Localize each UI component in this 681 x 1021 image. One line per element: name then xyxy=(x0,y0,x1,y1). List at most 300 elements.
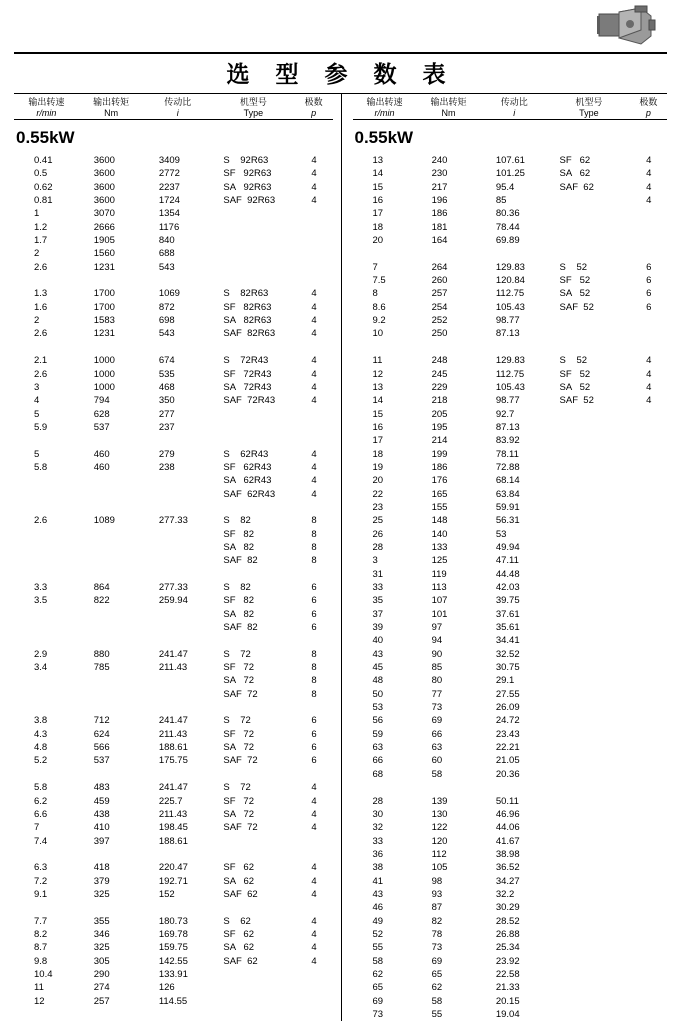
table-cell: 30.29 xyxy=(495,902,520,914)
table-row xyxy=(14,861,333,874)
table-cell xyxy=(14,621,80,634)
table-cell xyxy=(550,568,631,581)
table-cell: 4.3 xyxy=(34,728,48,740)
table-cell: 63 xyxy=(431,742,443,754)
table-cell: 83.92 xyxy=(495,435,520,447)
table-row xyxy=(14,968,333,981)
table-cell: 44.06 xyxy=(495,822,520,834)
table-cell: 105.43 xyxy=(495,301,525,313)
table-cell: 4 xyxy=(646,181,652,193)
table-cell xyxy=(631,754,667,767)
table-cell: S 72R43 xyxy=(223,355,269,367)
table-row xyxy=(353,501,668,514)
table-cell: 19.04 xyxy=(495,1009,520,1020)
left-data-rows xyxy=(14,154,333,1008)
table-row xyxy=(353,594,668,607)
table-cell xyxy=(550,941,631,954)
table-cell xyxy=(213,261,295,274)
table-cell: 11 xyxy=(34,982,44,994)
table-row xyxy=(353,621,668,634)
table-cell: 140 xyxy=(431,528,448,540)
table-row xyxy=(14,941,333,954)
table-cell: 9.1 xyxy=(34,888,48,900)
table-cell: 85 xyxy=(431,662,443,674)
table-cell xyxy=(631,995,667,1008)
table-cell: 21.33 xyxy=(495,982,520,994)
table-cell: SAF 52 xyxy=(559,395,594,407)
table-cell xyxy=(550,408,631,421)
table-row xyxy=(14,674,333,687)
table-row xyxy=(353,674,668,687)
table-cell xyxy=(550,728,631,741)
table-cell xyxy=(213,995,295,1008)
table-row xyxy=(353,261,668,274)
header-output-torque: 输出转矩 Nm xyxy=(430,97,467,118)
table-cell: 1354 xyxy=(158,208,180,220)
table-cell: 872 xyxy=(158,301,175,313)
table-cell: 181 xyxy=(431,221,448,233)
table-row xyxy=(14,247,333,260)
table-cell: 78.11 xyxy=(495,448,519,460)
table-row xyxy=(353,154,668,167)
table-cell: 122 xyxy=(431,822,448,834)
row-group-gap xyxy=(353,247,668,260)
table-row xyxy=(14,621,333,634)
table-cell: 13 xyxy=(372,381,384,393)
table-cell: 237 xyxy=(158,421,175,433)
table-cell: 459 xyxy=(93,795,110,807)
table-cell: 418 xyxy=(93,862,110,874)
table-row xyxy=(14,835,333,848)
table-cell xyxy=(631,915,667,928)
table-cell: 1069 xyxy=(158,288,180,300)
table-cell xyxy=(631,634,667,647)
table-cell xyxy=(550,795,631,808)
table-row xyxy=(14,421,333,434)
table-cell: 4 xyxy=(311,862,317,874)
table-cell xyxy=(550,674,631,687)
table-cell: 26.09 xyxy=(495,702,520,714)
table-cell: 355 xyxy=(93,915,110,927)
gear-motor-icon xyxy=(595,4,657,48)
table-cell: 28 xyxy=(372,795,384,807)
table-cell: 1700 xyxy=(93,288,115,300)
table-cell: SAF 62 xyxy=(223,888,258,900)
table-cell: 4 xyxy=(311,461,317,473)
table-cell: 48 xyxy=(372,675,384,687)
table-cell xyxy=(550,955,631,968)
table-cell xyxy=(631,648,667,661)
table-cell: 92.7 xyxy=(495,408,515,420)
table-cell: 62 xyxy=(372,968,384,980)
table-cell: SAF 82R63 xyxy=(223,328,276,340)
table-cell: 87.13 xyxy=(495,328,520,340)
table-cell xyxy=(550,701,631,714)
table-cell: 53 xyxy=(372,702,384,714)
table-cell xyxy=(550,888,631,901)
table-cell: 4 xyxy=(311,301,317,313)
table-cell xyxy=(550,661,631,674)
right-power-label: 0.55kW xyxy=(354,128,414,147)
table-cell: 39.75 xyxy=(495,595,520,607)
table-cell: 38 xyxy=(372,862,384,874)
table-cell: 257 xyxy=(93,995,110,1007)
header-output-speed: 输出转速 r/min xyxy=(28,97,65,118)
table-row xyxy=(353,941,668,954)
table-cell: 69 xyxy=(372,995,384,1007)
table-cell: 230 xyxy=(431,168,448,180)
table-row xyxy=(14,808,333,821)
table-row xyxy=(353,768,668,781)
table-cell: 112.75 xyxy=(495,368,525,380)
table-cell xyxy=(213,234,295,247)
table-cell xyxy=(80,674,145,687)
table-cell: 257 xyxy=(431,288,448,300)
table-cell: 55 xyxy=(372,942,384,954)
table-cell: SA 72 xyxy=(223,675,255,687)
table-cell: 220.47 xyxy=(158,862,188,874)
table-cell: 45 xyxy=(372,662,384,674)
table-row xyxy=(14,594,333,607)
table-row xyxy=(14,287,333,300)
table-cell: 4 xyxy=(311,195,317,207)
table-cell: 225.7 xyxy=(158,795,183,807)
table-cell: 3.8 xyxy=(34,715,48,727)
table-row xyxy=(353,581,668,594)
table-cell: 85 xyxy=(495,195,507,207)
table-cell: 142.55 xyxy=(158,955,188,967)
table-cell: 2.6 xyxy=(34,261,48,273)
table-row xyxy=(14,514,333,527)
table-cell: 13 xyxy=(372,155,384,166)
table-cell: 155 xyxy=(431,501,448,513)
table-cell: 6.6 xyxy=(34,808,48,820)
table-row xyxy=(353,554,668,567)
table-cell xyxy=(550,501,631,514)
table-cell: 4 xyxy=(646,355,652,367)
table-row xyxy=(14,541,333,554)
table-cell: 97 xyxy=(431,622,443,634)
header-poles: 极数 p xyxy=(304,97,323,118)
table-cell: 4 xyxy=(311,381,317,393)
table-cell xyxy=(296,234,333,247)
table-cell: SF 52 xyxy=(559,275,591,287)
table-row xyxy=(353,1008,668,1021)
table-cell: 277.33 xyxy=(158,582,188,593)
table-row xyxy=(14,608,333,621)
table-cell: SF 82 xyxy=(223,528,254,540)
table-row xyxy=(14,234,333,247)
table-row xyxy=(14,928,333,941)
table-cell: 241.47 xyxy=(158,782,188,794)
table-cell: 26.88 xyxy=(495,928,520,940)
table-cell: 72.88 xyxy=(495,461,520,473)
table-cell: 20 xyxy=(372,475,384,487)
table-cell: 218 xyxy=(431,395,448,407)
table-cell xyxy=(14,608,80,621)
table-cell: 25 xyxy=(372,515,384,527)
table-cell: 4 xyxy=(311,942,317,954)
table-cell: 3 xyxy=(34,381,40,393)
table-cell xyxy=(550,928,631,941)
table-cell: 50 xyxy=(372,688,384,700)
table-cell: 37.61 xyxy=(495,608,520,620)
table-cell: 41 xyxy=(372,875,384,887)
table-cell: 93 xyxy=(431,888,443,900)
table-row xyxy=(353,741,668,754)
table-cell: 4 xyxy=(646,155,652,166)
table-cell: 46.96 xyxy=(495,808,520,820)
table-cell xyxy=(550,528,631,541)
table-cell: 169.78 xyxy=(158,928,188,940)
table-cell: SAF 62R43 xyxy=(223,488,276,500)
table-cell: 66 xyxy=(372,755,384,767)
table-cell xyxy=(631,741,667,754)
table-cell xyxy=(213,835,295,848)
table-row xyxy=(14,474,333,487)
table-row xyxy=(353,368,668,381)
table-row xyxy=(14,488,333,501)
table-cell: 254 xyxy=(431,301,448,313)
table-cell: 8 xyxy=(311,675,317,687)
table-cell: 82 xyxy=(431,915,443,927)
table-cell: 1724 xyxy=(158,195,180,207)
table-cell xyxy=(631,688,667,701)
table-cell xyxy=(550,434,631,447)
table-cell: 32.52 xyxy=(495,648,520,660)
table-cell: 159.75 xyxy=(158,942,188,954)
table-cell: SA 72R43 xyxy=(223,381,272,393)
table-cell: 864 xyxy=(93,582,110,593)
row-group-gap xyxy=(353,341,668,354)
table-cell: 4 xyxy=(311,822,317,834)
table-cell xyxy=(631,234,667,247)
table-cell: S 52 xyxy=(559,355,588,367)
table-cell: 4 xyxy=(311,795,317,807)
header-output-speed: 输出转速 r/min xyxy=(366,97,403,118)
table-cell xyxy=(80,541,145,554)
table-cell: 6 xyxy=(311,715,317,727)
table-cell xyxy=(631,501,667,514)
table-cell: 8.7 xyxy=(34,942,48,954)
table-cell: S 82 xyxy=(223,582,251,593)
table-cell xyxy=(145,621,214,634)
table-cell: SA 52 xyxy=(559,288,591,300)
table-cell: 252 xyxy=(431,315,448,327)
table-cell xyxy=(14,674,80,687)
table-cell: 0.62 xyxy=(34,181,53,193)
table-row xyxy=(14,528,333,541)
table-cell: 211.43 xyxy=(158,728,188,740)
table-cell: 2.6 xyxy=(34,328,48,340)
table-row xyxy=(353,995,668,1008)
table-cell xyxy=(14,474,80,487)
table-row xyxy=(353,915,668,928)
table-row xyxy=(353,194,668,207)
table-cell: 23 xyxy=(372,501,384,513)
table-cell: 248 xyxy=(431,355,448,367)
table-row xyxy=(353,901,668,914)
table-cell: 537 xyxy=(93,421,110,433)
table-cell: 1700 xyxy=(93,301,115,313)
table-cell: 325 xyxy=(93,942,110,954)
table-row xyxy=(353,701,668,714)
table-cell: SAF 92R63 xyxy=(223,195,276,207)
table-cell: 1.6 xyxy=(34,301,48,313)
table-cell: 10 xyxy=(372,328,384,340)
table-cell: 4 xyxy=(311,395,317,407)
table-cell: 277 xyxy=(158,408,175,420)
table-cell: 2.6 xyxy=(34,515,48,527)
table-cell: 698 xyxy=(158,315,175,327)
table-row xyxy=(14,194,333,207)
table-cell: 68 xyxy=(372,768,384,780)
table-cell: 4 xyxy=(311,315,317,327)
table-row xyxy=(14,795,333,808)
table-cell: 195 xyxy=(431,421,448,433)
table-row xyxy=(14,314,333,327)
table-row xyxy=(353,301,668,314)
table-cell: 35 xyxy=(372,595,384,607)
header-type: 机型号 Type xyxy=(239,97,267,118)
table-row xyxy=(353,287,668,300)
table-row xyxy=(353,648,668,661)
table-cell: SAF 72 xyxy=(223,822,258,834)
table-cell: 34.27 xyxy=(495,875,520,887)
table-row xyxy=(353,861,668,874)
table-cell: 23.43 xyxy=(495,728,520,740)
table-cell: 186 xyxy=(431,461,448,473)
table-cell: 80 xyxy=(431,675,443,687)
table-cell: 27.55 xyxy=(495,688,520,700)
table-cell xyxy=(631,768,667,781)
table-cell xyxy=(631,474,667,487)
table-cell: SF 72 xyxy=(223,662,254,674)
table-cell: 1 xyxy=(34,208,40,220)
table-row xyxy=(353,714,668,727)
table-row xyxy=(353,928,668,941)
table-cell: 4 xyxy=(311,181,317,193)
table-cell: 1089 xyxy=(93,515,115,527)
table-cell: 8 xyxy=(311,555,317,567)
table-cell xyxy=(213,207,295,220)
table-row xyxy=(14,688,333,701)
table-cell: 42.03 xyxy=(495,582,520,593)
table-cell xyxy=(145,528,214,541)
table-cell: 290 xyxy=(93,968,110,980)
table-cell: 58 xyxy=(431,768,443,780)
row-group-gap xyxy=(14,434,333,447)
table-cell: 60 xyxy=(431,755,443,767)
table-cell: 822 xyxy=(93,595,110,607)
table-cell: 105.43 xyxy=(495,381,525,393)
table-cell: 241.47 xyxy=(158,715,188,727)
table-row xyxy=(353,728,668,741)
table-cell xyxy=(550,995,631,1008)
table-cell xyxy=(145,474,214,487)
table-cell: S 82R63 xyxy=(223,288,269,300)
table-cell xyxy=(550,448,631,461)
table-cell: SAF 62 xyxy=(223,955,258,967)
table-cell xyxy=(550,621,631,634)
table-cell xyxy=(631,448,667,461)
table-cell: 62 xyxy=(431,982,443,994)
page-title: 选 型 参 数 表 xyxy=(226,62,455,88)
table-cell: 133 xyxy=(431,541,448,553)
table-row xyxy=(353,434,668,447)
table-cell xyxy=(631,528,667,541)
table-cell: SAF 72 xyxy=(223,755,258,767)
table-cell: S 52 xyxy=(559,261,588,273)
table-cell: 164 xyxy=(431,235,448,247)
table-cell: 112.75 xyxy=(495,288,525,300)
table-cell xyxy=(145,488,214,501)
table-cell: 3.5 xyxy=(34,595,48,607)
table-cell: 18 xyxy=(372,221,384,233)
table-cell: 260 xyxy=(431,275,448,287)
table-cell: 785 xyxy=(93,662,110,674)
logo-area xyxy=(14,0,667,52)
table-cell: 130 xyxy=(431,808,448,820)
table-cell: 33 xyxy=(372,582,384,593)
table-cell xyxy=(80,474,145,487)
table-cell: 59.91 xyxy=(495,501,520,513)
table-row xyxy=(14,368,333,381)
table-cell: 14 xyxy=(372,168,384,180)
table-cell: 78 xyxy=(431,928,443,940)
table-cell: 6 xyxy=(646,261,652,273)
table-row xyxy=(14,394,333,407)
table-cell: 38.98 xyxy=(495,848,520,860)
table-cell: 34.41 xyxy=(495,635,520,647)
table-cell: SA 72 xyxy=(223,742,255,754)
table-row xyxy=(353,821,668,834)
table-cell: SAF 82 xyxy=(223,622,258,634)
table-row xyxy=(14,714,333,727)
table-cell: 4 xyxy=(311,448,317,460)
table-cell: 11 xyxy=(372,355,383,367)
table-cell: 43 xyxy=(372,888,384,900)
table-cell: 712 xyxy=(93,715,110,727)
table-cell: 8 xyxy=(311,541,317,553)
table-cell: 4 xyxy=(646,395,652,407)
table-cell: 4 xyxy=(311,168,317,180)
table-cell: SF 62 xyxy=(559,155,591,166)
table-cell: 188.61 xyxy=(158,835,188,847)
table-cell xyxy=(631,621,667,634)
table-cell xyxy=(213,221,295,234)
table-cell xyxy=(145,688,214,701)
table-cell: 112 xyxy=(431,848,447,860)
table-cell xyxy=(296,968,333,981)
table-cell: 4 xyxy=(646,368,652,380)
table-cell: 3600 xyxy=(93,181,115,193)
table-cell: 2.9 xyxy=(34,648,48,660)
table-cell xyxy=(631,434,667,447)
table-row xyxy=(353,968,668,981)
table-cell xyxy=(14,541,80,554)
table-cell xyxy=(296,207,333,220)
table-cell: 2772 xyxy=(158,168,180,180)
table-cell xyxy=(296,408,333,421)
table-row xyxy=(353,608,668,621)
table-cell xyxy=(550,327,631,340)
table-row xyxy=(353,394,668,407)
table-cell: 180.73 xyxy=(158,915,188,927)
table-cell: 192.71 xyxy=(158,875,188,887)
table-cell: 69.89 xyxy=(495,235,520,247)
table-cell xyxy=(550,488,631,501)
